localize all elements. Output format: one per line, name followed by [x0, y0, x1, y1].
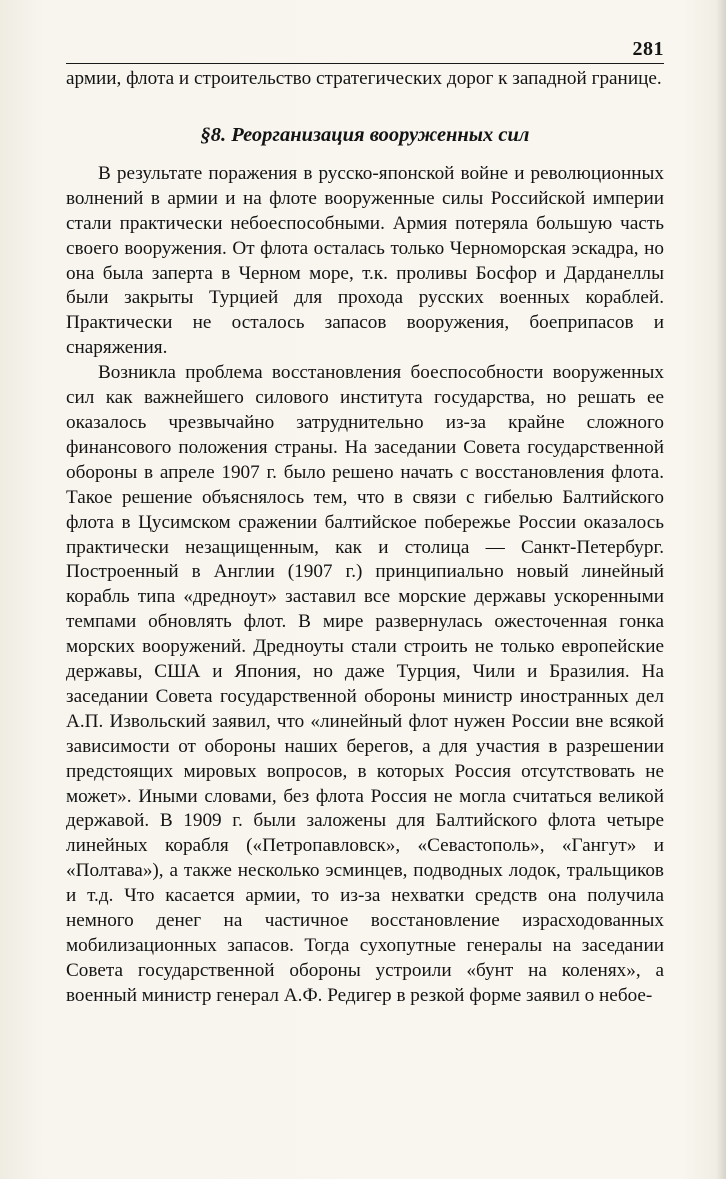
section-title: §8. Реорганизация вооруженных сил	[200, 123, 530, 146]
paragraph-continuation: армии, флота и строительство стратегических дорог к западной границе.	[66, 68, 662, 89]
header-rule	[66, 63, 664, 64]
paragraph: Возникла проблема восстановления боеспособности вооруженных сил как важнейшего силового института государства, но решать ее оказалось чрезвычайно затруднительно из-за крайне сложного финансового положения страны. На заседании Совета государственной обороны в апреле 1907 г. было решено начать с восстановления флота. Такое решение объяснялось тем, что в связи с гибелью Балтийского флота в Цусимском сражении балтийское побережье России оказалось практически незащищенным, как и столица — Санкт-Петербург. Построенный в Англии (1907 г.) принципиально новый линейный корабль типа «дредноут» заставил все морские державы ускоренными темпами обновлять флот. В мире развернулась ожесточенная гонка морских вооружений. Дредноуты стали строить не только европейские державы, США и Япония, но даже Турция, Чили и Бразилия. На заседании Совета государственной обороны министр иностранных дел А.П. Извольский заявил, что «линейный флот нужен России вне всякой зависимости от обороны наших берегов, а для участия в разрешении предстоящих мировых вопросов, в которых Россия отсутствовать не может». Иными словами, без флота Россия не могла считаться великой державой. В 1909 г. были заложены для Балтийского флота четыре линейных корабля («Петропавловск», «Севастополь», «Гангут» и «Полтава»), а также несколько эсминцев, подводных лодок, тральщиков и т.д. Что касается армии, то из-за нехватки средств она получила немного денег на частичное восстановление израсходованных мобилизационных запасов. Тогда сухопутные генералы на заседании Совета государственной обороны устроили «бунт на коленях», а военный министр генерал А.Ф. Редигер в резкой форме заявил о небое-	[66, 362, 664, 1006]
paragraph: В результате поражения в русско-японской войне и революционных волнений в армии и на флоте вооруженные силы Российской империи стали практически небоеспособными. Армия потеряла большую часть своего вооружения. От флота осталась только Черноморская эскадра, но она была заперта в Черном море, т.к. проливы Босфор и Дарданеллы были закрыты Турцией для прохода русских военных кораблей. Практически не осталось запасов вооружения, боеприпасов и снаряжения.	[66, 162, 664, 359]
page-number: 281	[632, 38, 664, 60]
page-body	[66, 67, 664, 1009]
page-edge-shadow	[716, 0, 726, 1179]
